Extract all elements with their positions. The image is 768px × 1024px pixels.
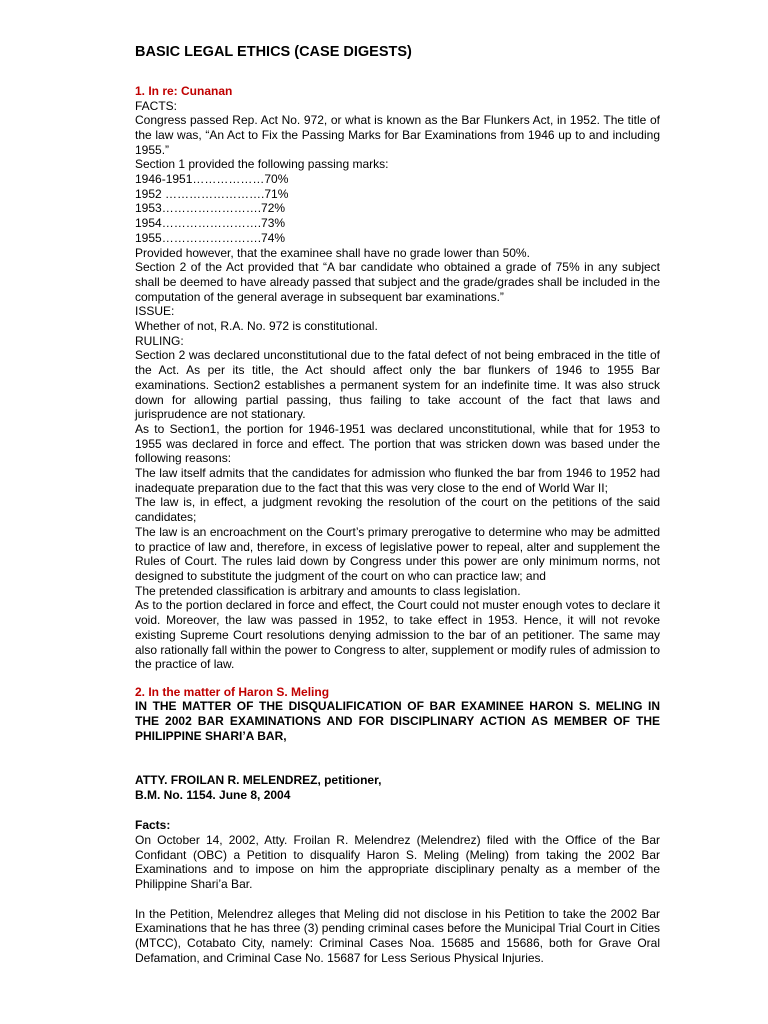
section-1-intro: Section 1 provided the following passing marks: xyxy=(135,157,389,172)
bm-number-line: B.M. No. 1154. June 8, 2004 xyxy=(135,787,291,802)
case-2-caption: IN THE MATTER OF THE DISQUALIFICATION OF BAR EXAMINEE HARON S. MELING IN THE 2002 BAR EXAMINATIONS AND FOR DISCIPLINARY ACTION AS MEMBER OF THE PHILIPPINE SHARI’A BAR, xyxy=(135,699,660,744)
ruling-paragraph: The pretended classification is arbitrary and amounts to class legislation. xyxy=(135,583,521,598)
section-2-paragraph: Section 2 of the Act provided that “A bar candidate who obtained a grade of 75% in any subject shall be deemed to have already passed that subject and the grade/grades shall be included in the computation of the general average in subsequent bar examinations.” xyxy=(135,260,660,304)
ruling-paragraph: The law is an encroachment on the Court’s primary prerogative to determine who may be admitted to practice of law and, therefore, in excess of legislative power to repeal, alter and supplement the Rules of Court. The rules laid down by Congress under this power are only minimum norms, not designed to substitute the judgment of the court on who can practice law; and xyxy=(135,524,660,583)
spacer xyxy=(135,759,660,773)
spacer xyxy=(135,803,660,818)
ruling-paragraph: Section 2 was declared unconstitutional due to the fatal defect of not being embraced in the title of the Act. As per its title, the Act should affect only the bar flunkers of 1946 to 1955 Bar examinations. Section2 establishes a permanent system for an indefinite time. It was also struck down for allowing partial passing, thus failing to take account of the fact that laws and jurisprudence are not stationary. xyxy=(135,348,660,422)
passing-mark-item: 1955…………………….74% xyxy=(135,230,286,245)
case-2 xyxy=(135,685,660,966)
ruling-paragraph: The law itself admits that the candidates for admission who flunked the bar from 1946 to 1952 had inadequate preparation due to the fact that this was very close to the end of World War II; xyxy=(135,466,660,495)
ruling-paragraph: As to the portion declared in force and effect, the Court could not muster enough votes to declare it void. Moreover, the law was passed in 1952, to take effect in 1953. Hence, it will not revoke existing Supreme Court resolutions denying admission to the bar of an petitioner. The same may also rationally fall within the power to Congress to alter, supplement or modify rules of admission to the practice of law. xyxy=(135,598,660,672)
case-2-facts-label: Facts: xyxy=(135,817,171,832)
ruling-label: RULING: xyxy=(135,333,184,348)
facts-paragraph: Congress passed Rep. Act No. 972, or what is known as the Bar Flunkers Act, in 1952. The title of the law was, “An Act to Fix the Passing Marks for Bar Examinations from 1946 up to and including 1955.” xyxy=(135,113,660,157)
case-2-facts-paragraph: In the Petition, Melendrez alleges that Meling did not disclose in his Petition to take the 2002 Bar Examinations that he has three (3) pending criminal cases before the Municipal Trial Court in Cities (MTCC), Cotabato City, namely: Criminal Cases Noa. 15685 and 15686, both for Grave Oral Defamation, and Criminal Case No. 15687 for Less Serious Physical Injuries. xyxy=(135,906,660,965)
passing-mark-item: 1953…………………….72% xyxy=(135,201,286,216)
passing-mark-item: 1954…………………….73% xyxy=(135,216,286,231)
case-1 xyxy=(135,84,660,672)
petitioner-line: ATTY. FROILAN R. MELENDREZ, petitioner, xyxy=(135,772,382,787)
spacer xyxy=(135,744,660,759)
document-title: BASIC LEGAL ETHICS (CASE DIGESTS) xyxy=(135,44,412,60)
facts-label: FACTS: xyxy=(135,98,178,113)
ruling-paragraph: As to Section1, the portion for 1946-1951 was declared unconstitutional, while that for 1953 to 1955 was declared in force and effect. The portion that was stricken down was based under the following reasons: xyxy=(135,421,660,466)
case-2-facts-paragraph: On October 14, 2002, Atty. Froilan R. Melendrez (Melendrez) filed with the Office of the Bar Confidant (OBC) a Petition to disqualify Haron S. Meling (Meling) from taking the 2002 Bar Examinations and to impose on him the appropriate disciplinary penalty as a member of the Philippine Shari’a Bar. xyxy=(135,832,660,891)
proviso-paragraph: Provided however, that the examinee shall have no grade lower than 50%. xyxy=(135,245,530,260)
passing-mark-item: 1952 …………………….71% xyxy=(135,186,289,201)
passing-mark-item: 1946-1951………………70% xyxy=(135,172,289,187)
ruling-paragraph: The law is, in effect, a judgment revoking the resolution of the court on the petitions of the said candidates; xyxy=(135,495,660,525)
issue-paragraph: Whether of not, R.A. No. 972 is constitutional. xyxy=(135,319,378,334)
case-2-heading: 2. In the matter of Haron S. Meling xyxy=(135,684,330,699)
spacer xyxy=(135,892,660,907)
case-1-heading: 1. In re: Cunanan xyxy=(135,84,233,98)
issue-label: ISSUE: xyxy=(135,304,175,319)
